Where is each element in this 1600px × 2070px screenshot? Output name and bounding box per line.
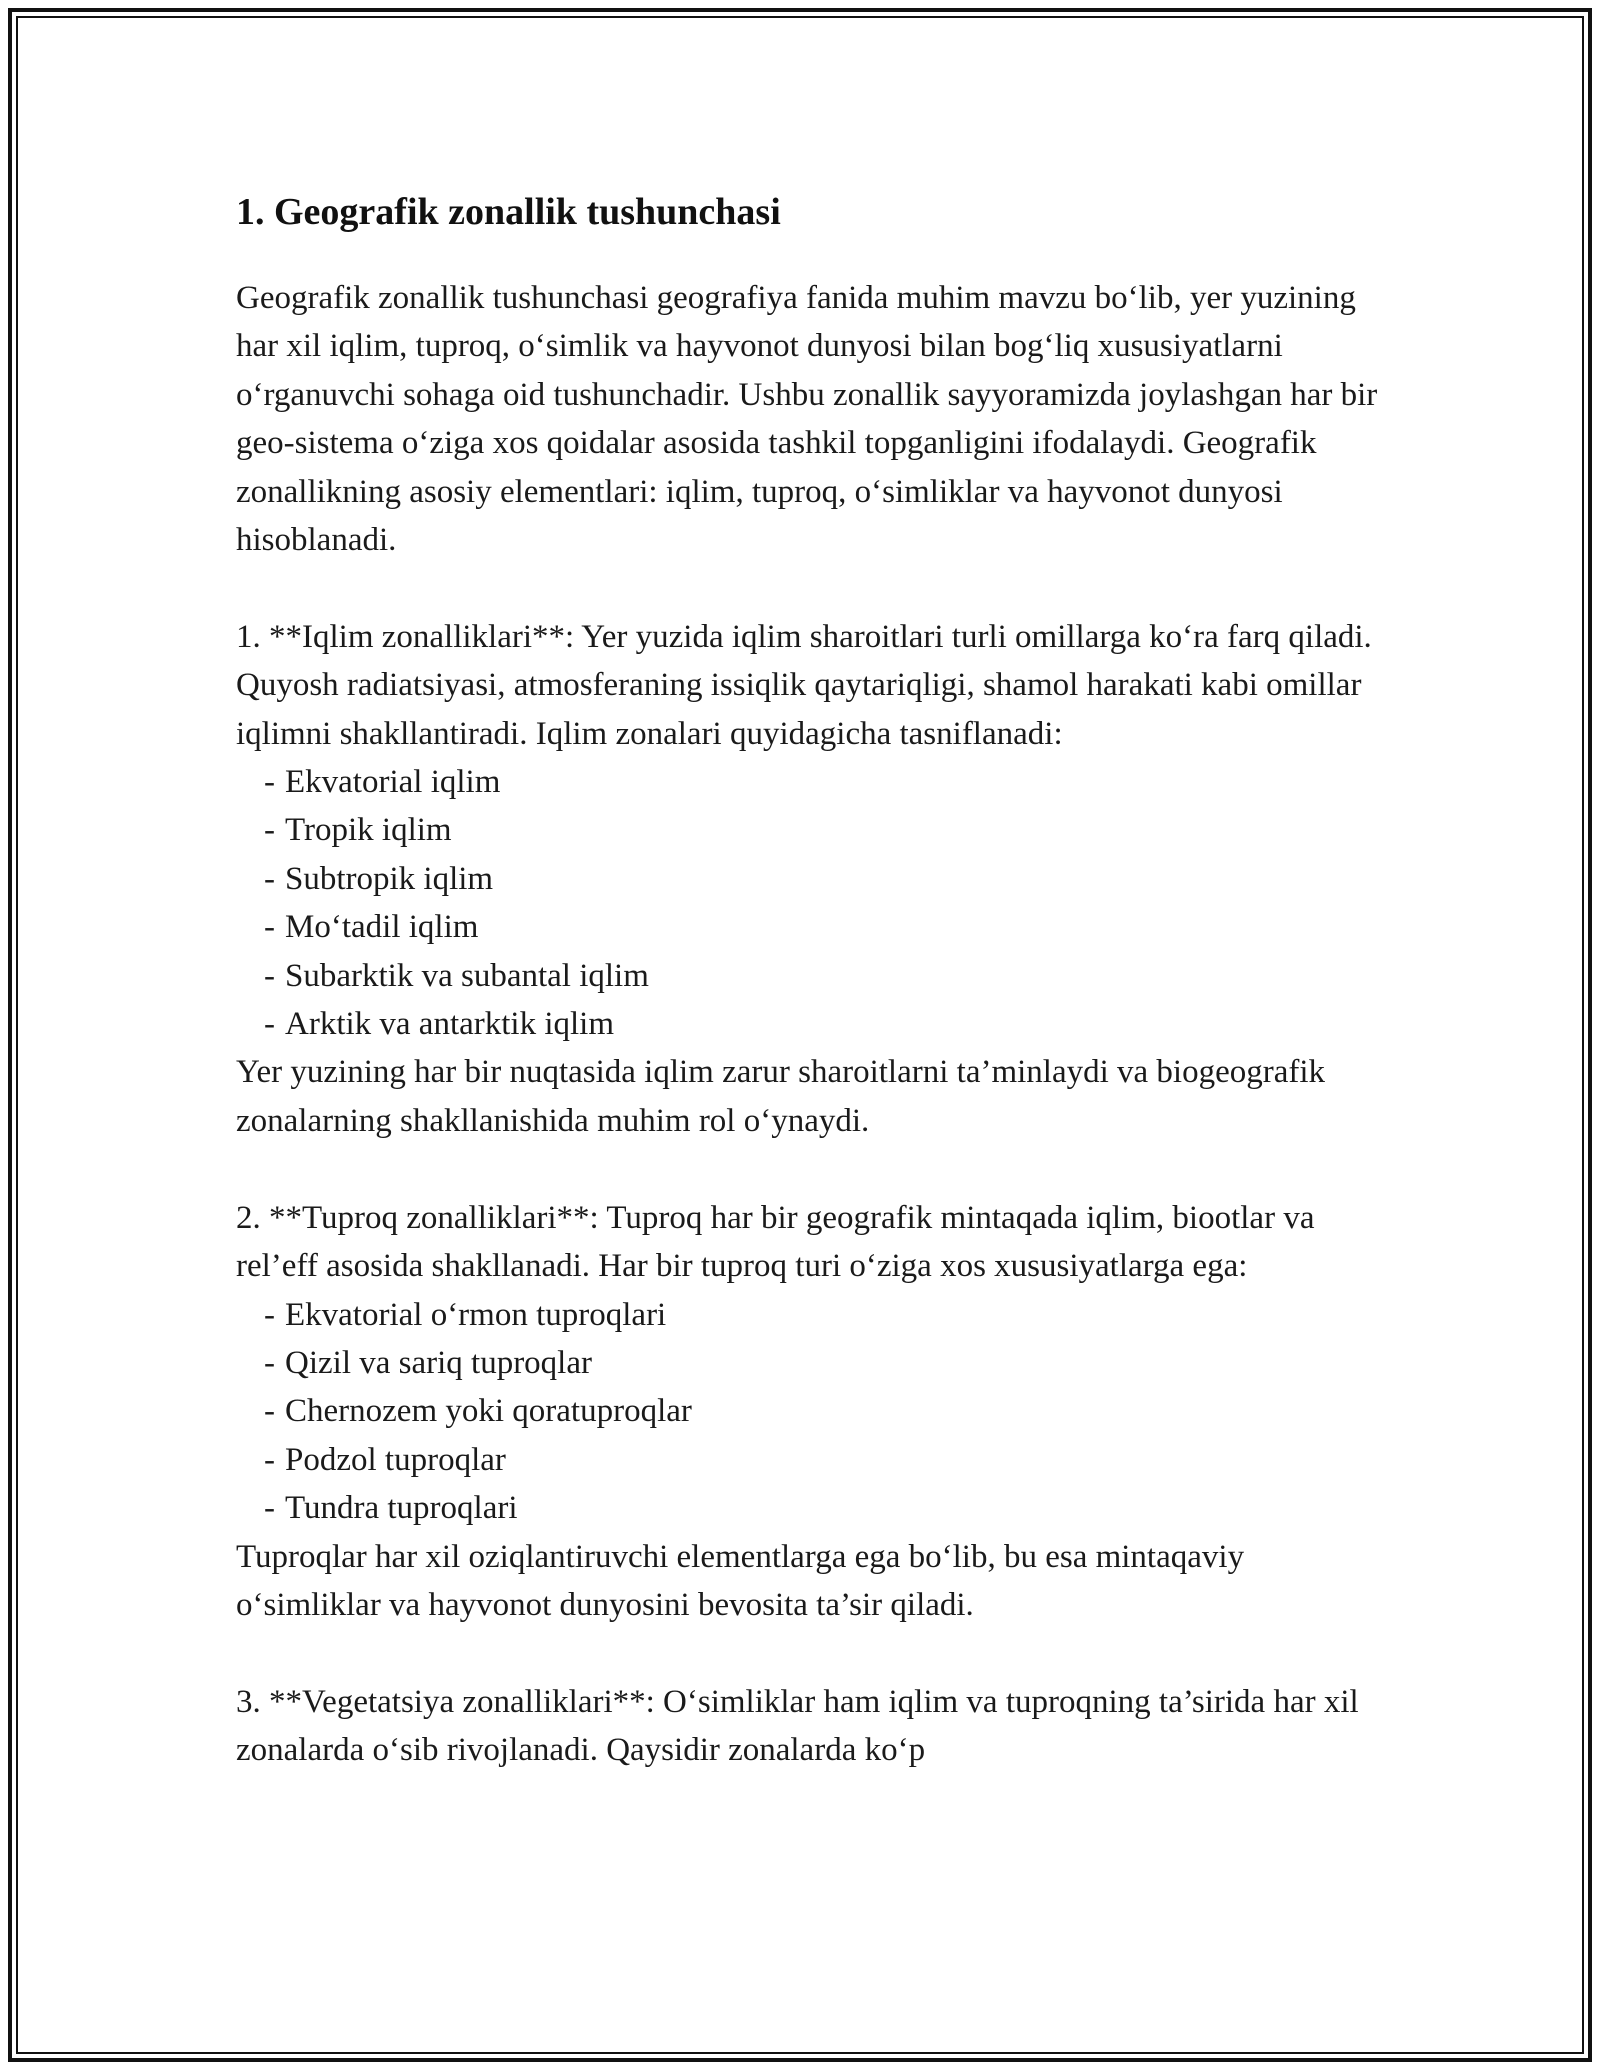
list-item: - Podzol tuproqlar	[264, 1441, 506, 1478]
list-item: - Chernozem yoki qoratuproqlar	[264, 1393, 692, 1430]
page-title: 1. Geografik zonallik tushunchasi	[236, 191, 781, 233]
section-1-after: Yer yuzining har bir nuqtasida iqlim zarur sharoitlarni ta’minlaydi va biogeografik zonalarning shakllanishida muhim rol o‘ynaydi.	[236, 1054, 1326, 1139]
climate-zones-list	[236, 758, 1396, 1048]
list-item: - Arktik va antarktik iqlim	[264, 1006, 615, 1043]
paragraph-gap	[236, 1629, 1396, 1677]
intro-paragraph: Geografik zonallik tushunchasi geografiya fanida muhim mavzu bo‘lib, yer yuzining har xil iqlim, tuproq, o‘simlik va hayvonot dunyosi bilan bog‘liq xususiyatlarni o‘rganuvchi sohaga oid tushunchadir. Ushbu zonallik sayyoramizda joylashgan har bir geo-sistema o‘ziga xos qoidalar asosida tashkil topganligini ifodalaydi. Geografik zonallikning asosiy elementlari: iqlim, tuproq, o‘simliklar va hayvonot dunyosi hisoblanadi.	[236, 280, 1378, 559]
list-item: - Tropik iqlim	[264, 812, 452, 849]
list-item: - Subtropik iqlim	[264, 860, 494, 897]
section-1-text: 1. **Iqlim zonalliklari**: Yer yuzida iqlim sharoitlari turli omillarga ko‘ra farq qiladi. Quyosh radiatsiyasi, atmosferaning issiqlik qaytariqligi, shamol harakati kabi omillar iqlimni shakllantiradi. Iqlim zonalari quyidagicha tasniflanadi:	[236, 618, 1372, 752]
list-item: - Mo‘tadil iqlim	[264, 909, 479, 946]
document-body	[236, 186, 1396, 1775]
section-3-text: 3. **Vegetatsiya zonalliklari**: O‘simliklar ham iqlim va tuproqning ta’sirida har xil zonalarda o‘sib rivojlanadi. Qaysidir zonalarda ko‘p	[236, 1683, 1359, 1769]
soil-zones-list	[236, 1291, 1396, 1533]
section-2-after: Tuproqlar har xil oziqlantiruvchi elementlarga ega bo‘lib, bu esa mintaqaviy o‘simliklar va hayvonot dunyosini bevosita ta’sir qiladi.	[236, 1538, 1245, 1623]
section-2-text: 2. **Tuproq zonalliklari**: Tuproq har bir geografik mintaqada iqlim, biootlar va rel’eff asosida shakllanadi. Har bir tuproq turi o‘ziga xos xususiyatlarga ega:	[236, 1199, 1315, 1285]
list-item: - Tundra tuproqlari	[264, 1490, 518, 1527]
list-item: - Subarktik va subantal iqlim	[264, 957, 649, 994]
paragraph-gap	[236, 564, 1396, 612]
paragraph-gap	[236, 1145, 1396, 1193]
list-item: - Qizil va sariq tuproqlar	[264, 1344, 592, 1381]
list-item: - Ekvatorial o‘rmon tuproqlari	[264, 1296, 667, 1333]
list-item: - Ekvatorial iqlim	[264, 764, 501, 801]
